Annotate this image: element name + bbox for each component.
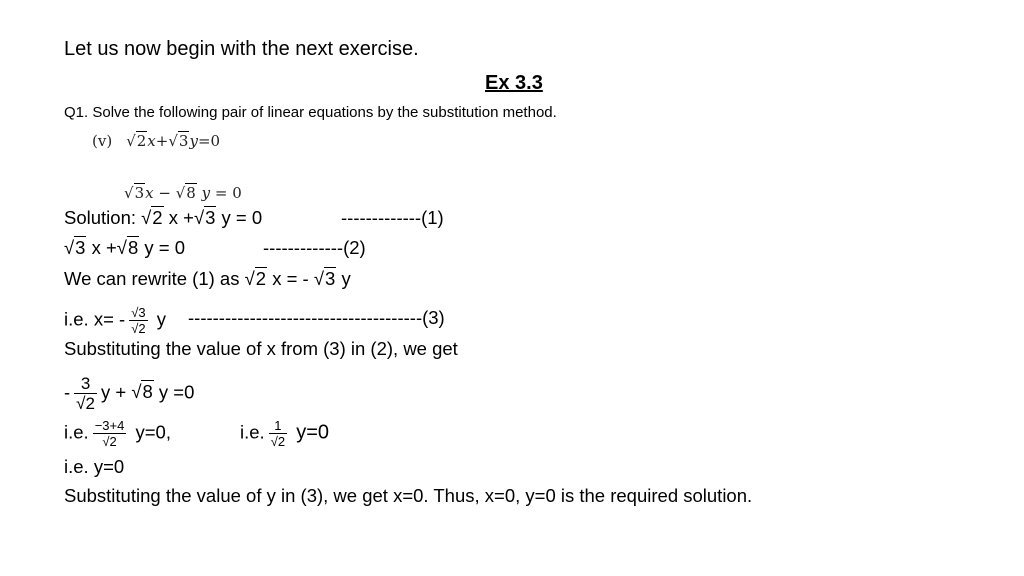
term: i.e. x= - xyxy=(64,308,126,330)
solution-line-4 xyxy=(64,305,166,336)
rhs: = 0 xyxy=(214,184,242,202)
term: y = 0 xyxy=(221,207,263,228)
term: y xyxy=(156,308,166,330)
radicand: 2 xyxy=(136,132,147,150)
given-equation-2 xyxy=(124,184,242,202)
solution-line-8: i.e. y=0 xyxy=(64,456,125,477)
sqrt-symbol: √ xyxy=(131,381,142,403)
sqrt-symbol: √ xyxy=(116,237,127,258)
solution-line-1 xyxy=(64,207,262,229)
solution-line-7 xyxy=(64,418,171,449)
intro-text: Let us now begin with the next exercise. xyxy=(64,38,419,60)
exercise-title: Ex 3.3 xyxy=(485,72,543,94)
radicand: 2 xyxy=(255,268,267,289)
solution-line-3 xyxy=(64,268,351,290)
radicand: 3 xyxy=(178,132,189,150)
radicand: 8 xyxy=(127,237,139,258)
radicand: 3 xyxy=(134,184,145,202)
solution-line-7b xyxy=(240,418,329,449)
term: y + xyxy=(100,381,127,403)
given-equation-1 xyxy=(92,132,220,150)
term: y =0 xyxy=(158,381,195,403)
term: y xyxy=(341,268,351,289)
variable: x xyxy=(147,132,156,150)
numerator: 1 xyxy=(269,418,287,434)
part-label: (v) xyxy=(92,132,113,150)
fraction xyxy=(269,418,287,449)
rhs: =0 xyxy=(197,132,221,150)
radicand: 3 xyxy=(205,207,216,228)
fraction xyxy=(74,374,97,413)
sqrt-symbol: √ xyxy=(168,132,178,150)
term: y=0, xyxy=(135,421,171,443)
variable: y xyxy=(189,132,198,150)
sqrt-symbol: √ xyxy=(313,268,324,289)
term: y = 0 xyxy=(144,237,186,258)
solution-line-9: Substituting the value of y in (3), we get x=0. Thus, x=0, y=0 is the required solution. xyxy=(64,485,753,506)
term: - xyxy=(64,381,71,403)
variable: y xyxy=(201,184,211,202)
numerator: 3 xyxy=(74,374,97,394)
sqrt-symbol: √ xyxy=(193,207,205,228)
sqrt-symbol: √ xyxy=(244,268,255,289)
term: We can rewrite (1) as xyxy=(64,268,240,289)
denominator: √2 xyxy=(102,434,117,449)
denominator: √2 xyxy=(76,394,95,413)
operator: + xyxy=(155,132,169,150)
question-text: Q1. Solve the following pair of linear equations by the substitution method. xyxy=(64,104,557,121)
solution-label: Solution: xyxy=(64,207,136,228)
solution-line-2 xyxy=(64,237,185,259)
solution-line-5: Substituting the value of x from (3) in (2), we get xyxy=(64,338,458,359)
solution-line-6 xyxy=(64,374,194,413)
numerator: −3+4 xyxy=(94,418,125,433)
denominator: √2 xyxy=(131,321,146,336)
radicand: 8 xyxy=(186,184,196,202)
equation-ref-2: -------------(2) xyxy=(263,237,366,258)
fraction xyxy=(93,418,127,449)
term: i.e. xyxy=(240,421,265,443)
sqrt-symbol: √ xyxy=(141,207,152,228)
term: x = - xyxy=(272,268,309,289)
denominator: √2 xyxy=(270,434,286,449)
fraction xyxy=(129,305,147,336)
equation-ref-1: -------------(1) xyxy=(341,207,444,228)
operator: − xyxy=(158,184,171,202)
sqrt-symbol: √ xyxy=(64,237,75,258)
term: y=0 xyxy=(296,421,330,444)
sqrt-symbol: √ xyxy=(126,132,136,150)
variable: x xyxy=(145,184,154,202)
radicand: 8 xyxy=(142,381,153,403)
radicand: 3 xyxy=(75,237,86,258)
radicand: 2 xyxy=(152,207,163,228)
term: i.e. xyxy=(64,421,89,443)
equation-ref-3: --------------------------------------(3) xyxy=(188,307,445,328)
sqrt-symbol: √ xyxy=(175,184,186,202)
radicand: 3 xyxy=(325,268,336,289)
term: x + xyxy=(91,237,117,258)
sqrt-symbol: √ xyxy=(124,184,134,202)
numerator: √3 xyxy=(131,305,146,320)
term: x + xyxy=(168,207,194,228)
